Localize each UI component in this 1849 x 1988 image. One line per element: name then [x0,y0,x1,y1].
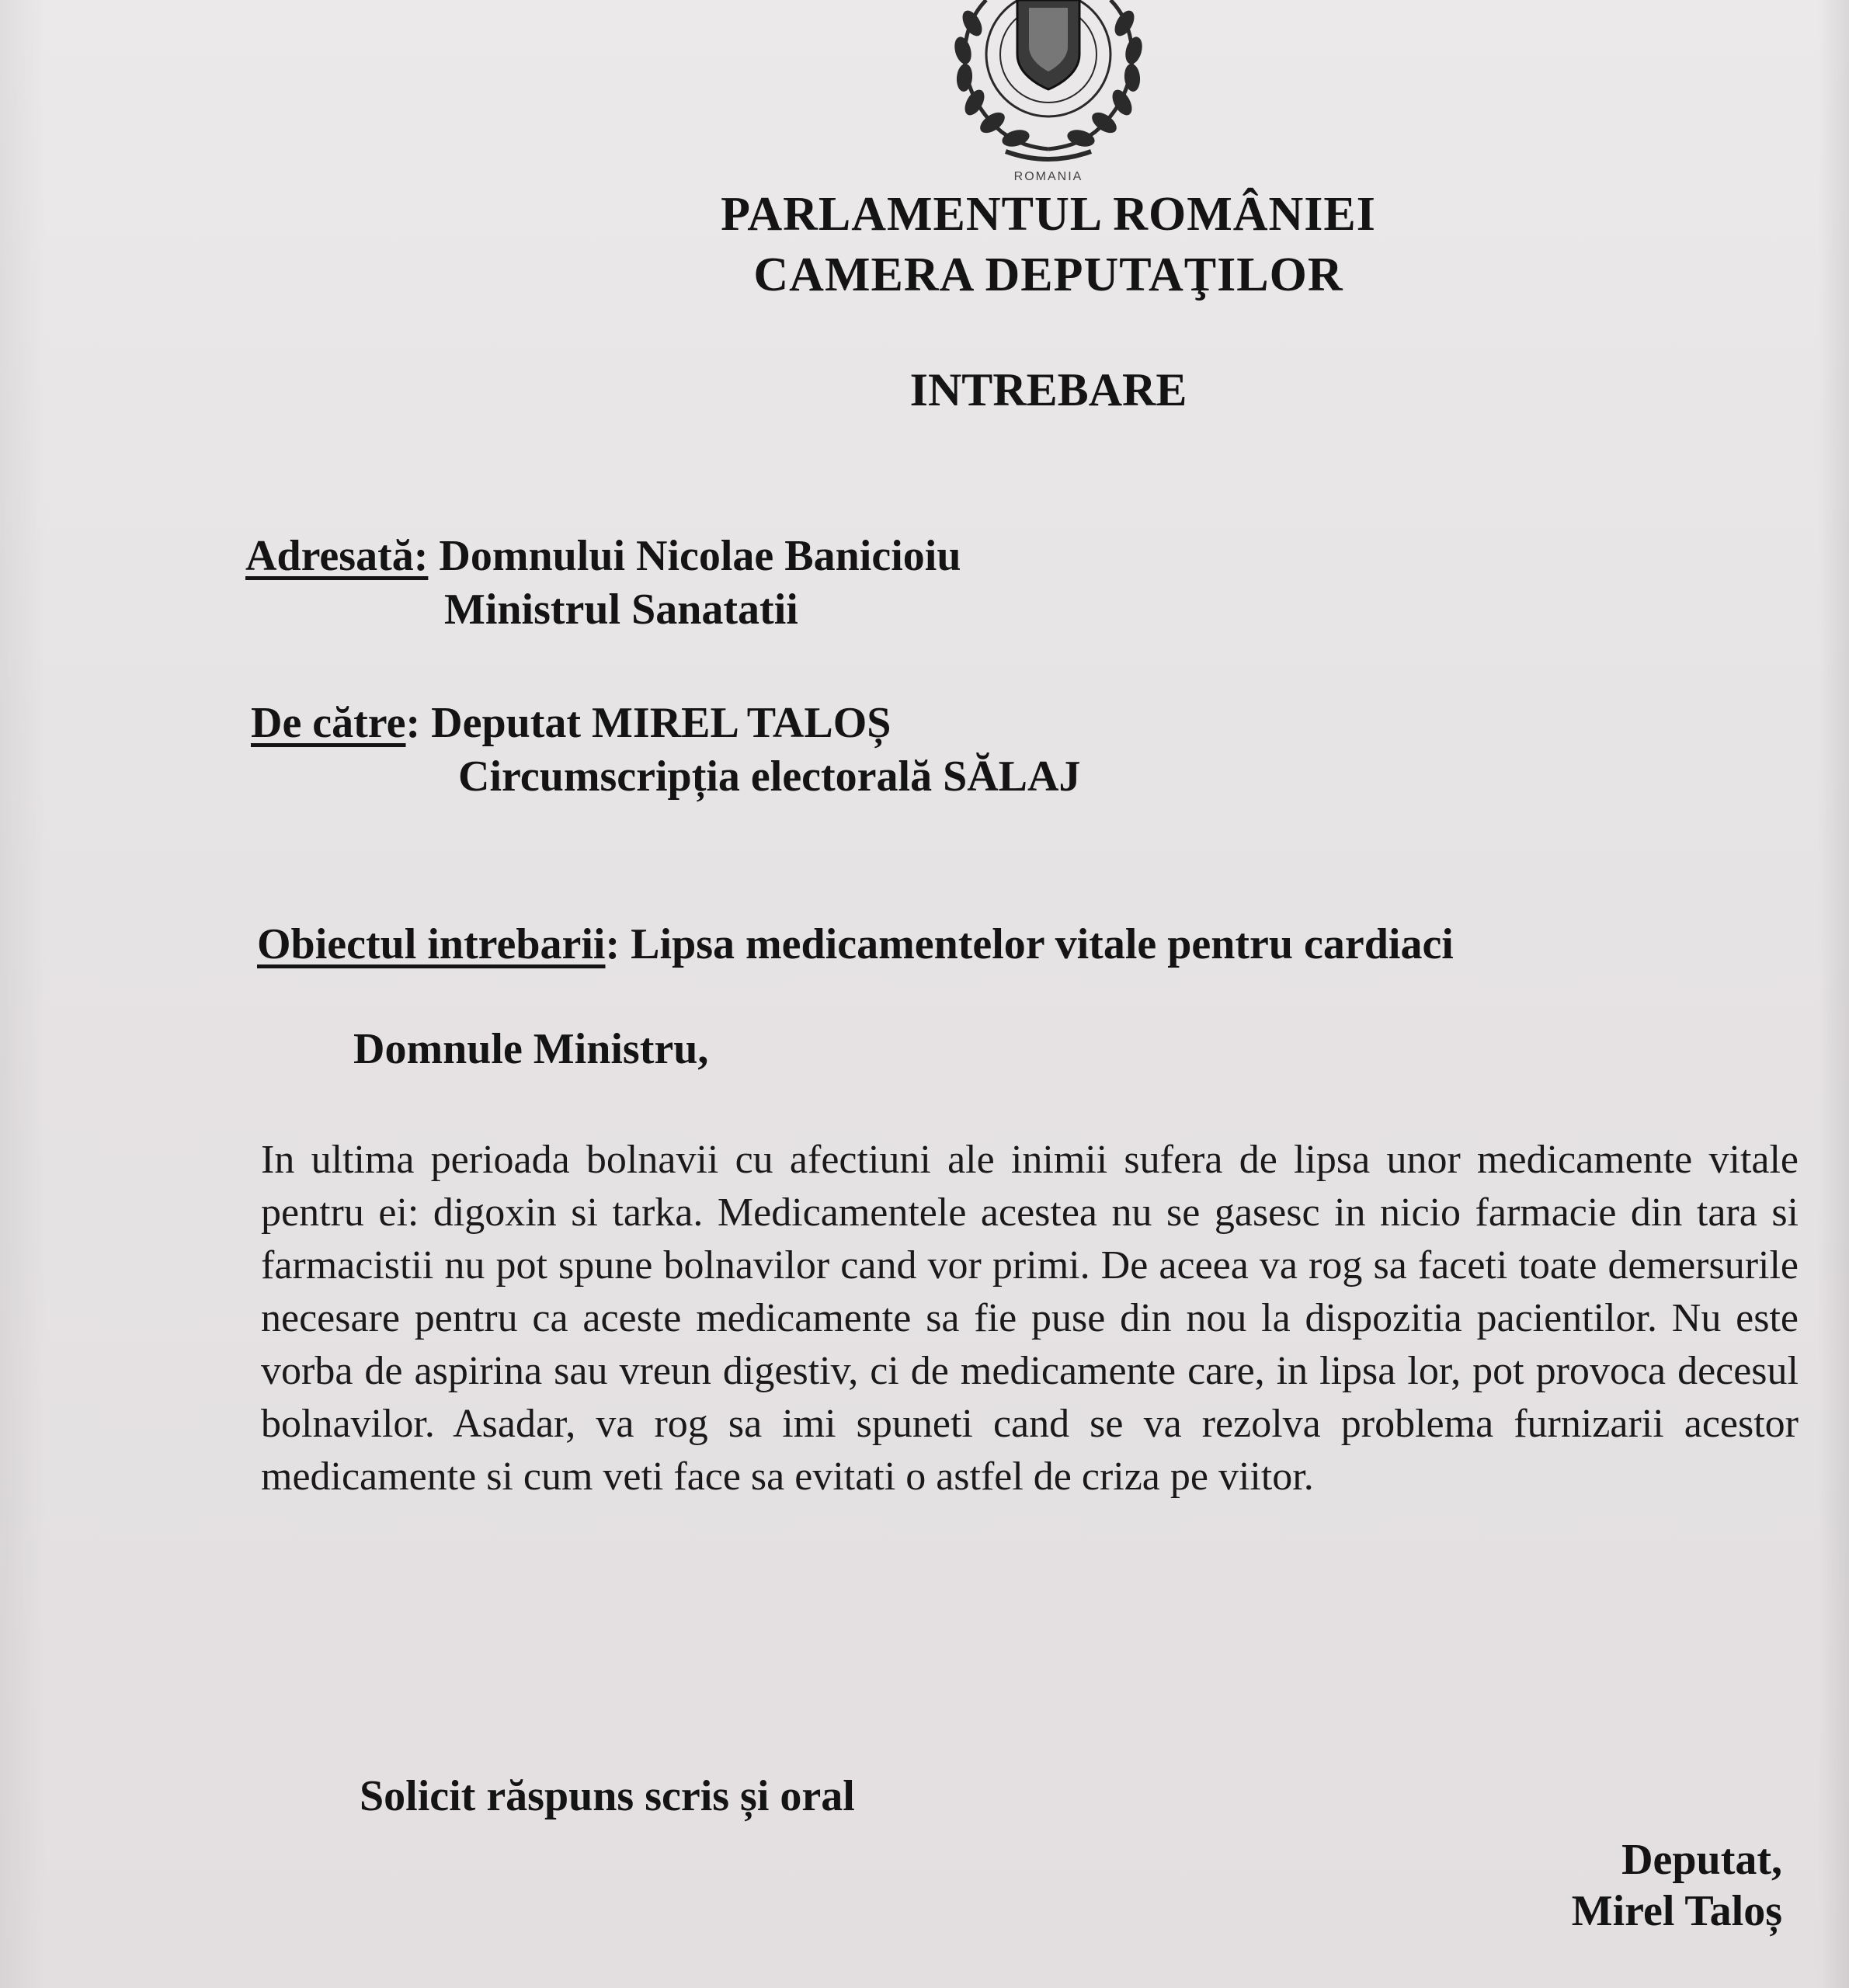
salutation: Domnule Ministru, [353,1025,709,1073]
emblem-caption: ROMANIA [1013,170,1083,183]
sender-name: Deputat MIREL TALOȘ [431,699,891,747]
subject-line [257,919,1454,970]
addressee-label: Adresată: [245,532,429,580]
sender-district: Circumscripția electorală SĂLAJ [458,752,1081,801]
signature-block [1572,1834,1782,1937]
signature-name: Mirel Taloș [1571,1887,1782,1935]
subject-separator: : [605,920,620,968]
chamber-heading: CAMERA DEPUTAŢILOR [753,248,1343,301]
response-request: Solicit răspuns scris și oral [360,1772,855,1820]
document-title: INTREBARE [909,364,1187,415]
body-paragraph: In ultima perioada bolnavii cu afectiuni ale inimii sufera de lipsa unor medicamente vitale pentru ei: digoxin si tarka. Medicamentele acestea nu se gasesc in nicio farmacie din tara si farmacistii nu pot spune bolnavilor cand vor primi. De aceea va rog sa faceti toate demersurile necesare pentru ca aceste medicamente sa fie puse din nou la dispozitia pacientilor. Nu este vorba de aspirina sau vreun digestiv, ci de medicamente care, in lipsa lor, pot provoca decesul bolnavilor. Asadar, va rog sa imi spuneti cand se va rezolva problema furnizarii acestor medicamente si cum veti face sa evitati o astfel de criza pe viitor. [261,1138,1799,1499]
addressee-name: Domnului Nicolae Banicioiu [439,532,961,580]
addressee-role: Ministrul Sanatatii [444,586,798,634]
subject-label: Obiectul intrebarii [257,920,606,968]
subject-text: Lipsa medicamentelor vitale pentru cardiaci [631,920,1454,968]
sender-separator: : [405,699,421,747]
addressee-line [245,530,961,582]
coat-of-arms-icon [932,0,1165,186]
page-edge [1818,0,1849,1988]
sender-line [251,697,891,749]
sender-label: De către [251,699,406,747]
signature-title: Deputat, [1621,1836,1782,1884]
page-shadow [0,0,47,1988]
parliament-heading: PARLAMENTUL ROMÂNIEI [721,188,1376,241]
